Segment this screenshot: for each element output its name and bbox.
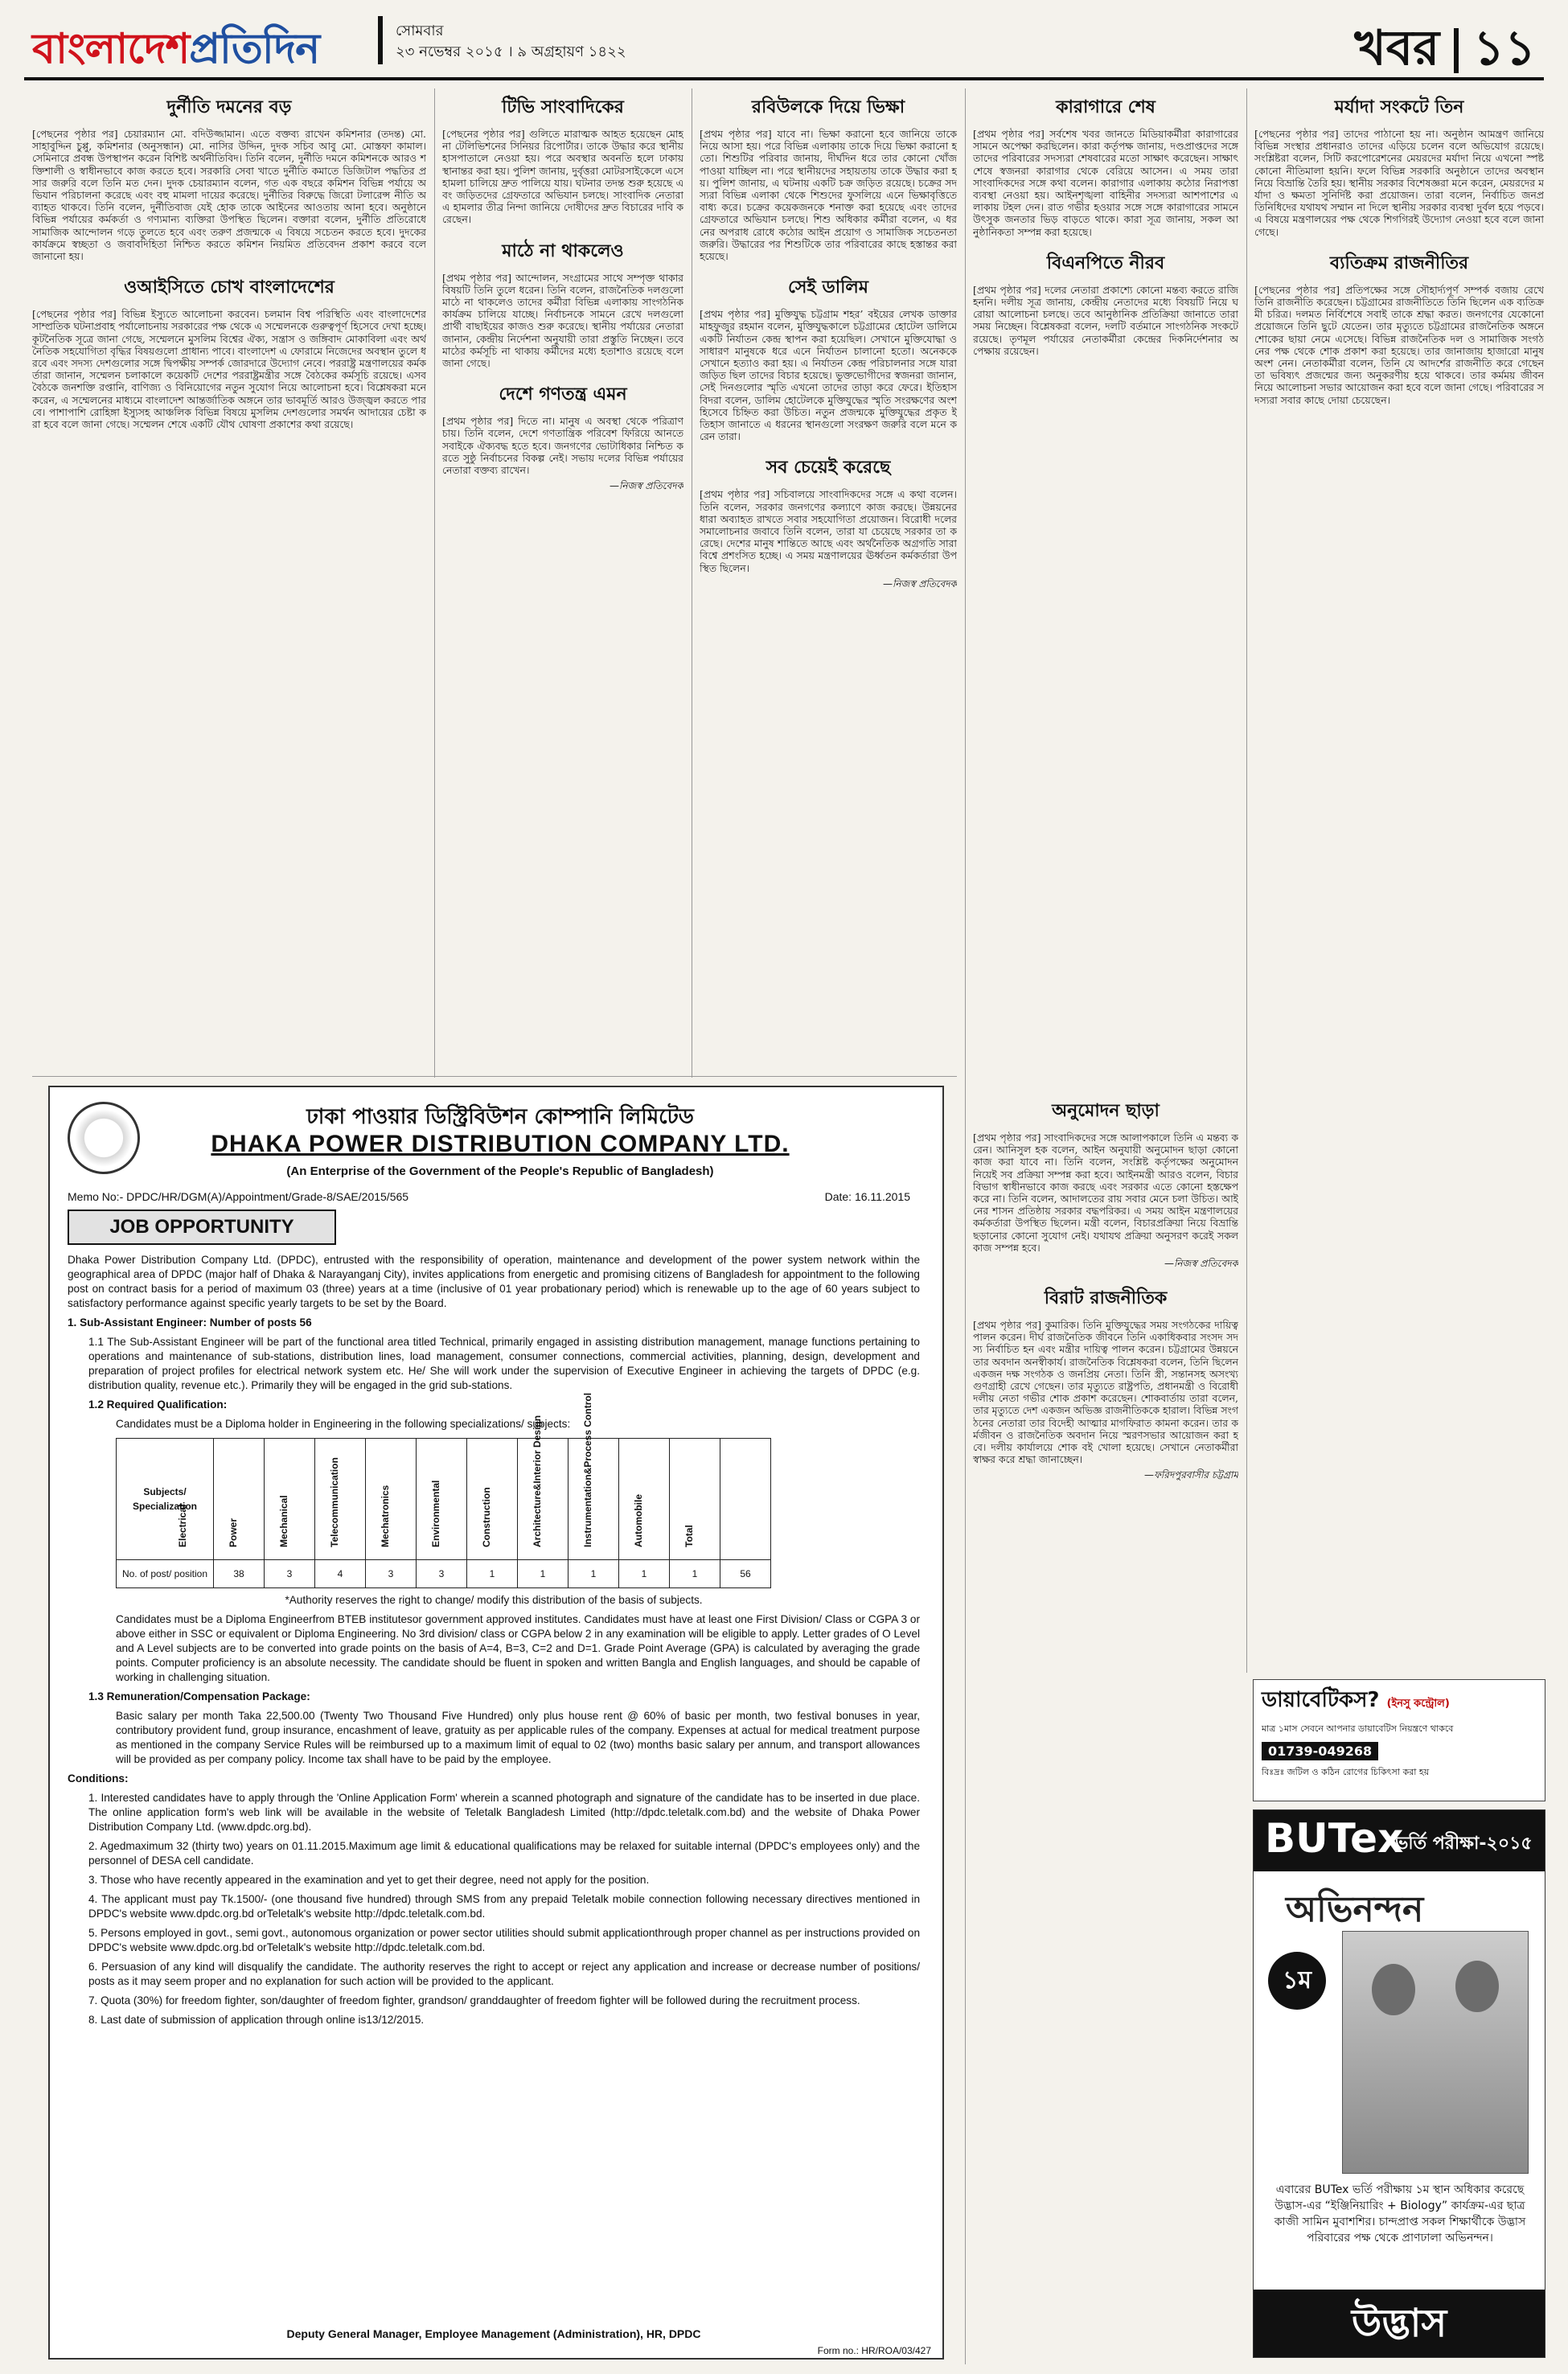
qualification-heading: 1.2 Required Qualification: — [88, 1399, 228, 1411]
story-byline: —নিজস্ব প্রতিবেদক — [609, 480, 683, 492]
column-5 — [1254, 90, 1544, 1666]
butex-rank-badge: ১ম — [1268, 1952, 1326, 2010]
ad-top-rule — [32, 1076, 957, 1077]
dpdc-job-ad[interactable] — [48, 1086, 944, 2360]
table-cell: 1 — [569, 1560, 619, 1588]
story-body: [প্রথম পৃষ্ঠার পর] সচিবালয়ে সাংবাদিকদের সঙ্গে এ কথা বলেন। তিনি বলেন, সরকার জনগণের কল্যাণে কাজ করছে। উন্নয়নের ধারা অব্যাহত রাখতে সবার সহযোগিতা প্রয়োজন। বিরোধী দলের সমালোচনার জবাবে তিনি বলেন, তারা যা চেয়েছে সরকার তা করেছে। দেশের মানুষ শান্তিতে আছে এবং অর্থনৈতিক অগ্রগতি সারা বিশ্বে প্রশংসিত হচ্ছে। এ সময় মন্ত্রণালয়ের ঊর্ধ্বতন কর্মকর্তারা উপস্থিত ছিলেন। — [700, 488, 957, 574]
subject-header: Environmental — [467, 1439, 518, 1560]
section-name: খবর — [1354, 20, 1440, 76]
header-divider — [378, 16, 383, 64]
story-headline[interactable]: অনুমোদন ছাড়া — [1052, 1101, 1160, 1121]
butex-brand: BUTex — [1265, 1815, 1404, 1862]
table-cell: 38 — [214, 1560, 265, 1588]
table-cell: 1 — [518, 1560, 569, 1588]
story-body: [পেছনের পৃষ্ঠার পর] বিভিন্ন ইস্যুতে আলোচনা করবেন। চলমান বিশ্ব পরিস্থিতি এবং বাংলাদেশের সাম্প্রতিক ঘটনাপ্রবাহ পর্যালোচনায় সরকারের পক্ষ থেকে এ সম্মেলনকে গুরুত্বপূর্ণ হিসেবে দেখা হচ্ছে। কূটনৈতিক সূত্রে জানা গেছে, সম্মেলনে মুসলিম বিশ্বের ঐক্য, সন্ত্রাস ও জঙ্গিবাদ মোকাবিলা এবং অর্থনৈতিক সহযোগিতা বৃদ্ধির বিষয়গুলো প্রাধান্য পাবে। বাংলাদেশ এ ফোরামে নিজেদের অবস্থান তুলে ধরবে এবং সদস্য দেশগুলোর সঙ্গে দ্বিপক্ষীয় সম্পর্ক জোরদারে উদ্যোগ নেবে। পররাষ্ট্র মন্ত্রণালয়ের কর্মকর্তারা জানান, সম্মেলন চলাকালে কয়েকটি দেশের পররাষ্ট্রমন্ত্রীর সঙ্গে বৈঠকের কর্মসূচি রয়েছে। এসব বৈঠকে জনশক্তি রপ্তানি, বাণিজ্য ও বিনিয়োগের নতুন সুযোগ নিয়ে আলোচনা হবে। বিশ্লেষকরা মনে করেন, এ সম্মেলনের মাধ্যমে বাংলাদেশ আন্তর্জাতিক অঙ্গনে তার ভাবমূর্তি আরও উজ্জ্বল করতে পারবে। পাশাপাশি রোহিঙ্গা ইস্যুসহ আঞ্চলিক বিভিন্ন বিষয়ে মুসলিম দেশগুলোর সমর্থন আদায়ের চেষ্টা করা হবে বলে জানা গেছে। সম্মেলন শেষে একটি যৌথ ঘোষণা প্রকাশের কথা রয়েছে। — [32, 308, 426, 431]
logo-part-2: প্রতিদিন — [189, 25, 320, 73]
story-body: [প্রথম পৃষ্ঠার পর] যাবে না। ভিক্ষা করানো হবে জানিয়ে তাকে নিয়ে আসা হয়। পরে বিভিন্ন এলাকায় তাকে দিয়ে ভিক্ষা করানো হতো। শিশুটির পরিবার জানায়, দীর্ঘদিন ধরে তার কোনো খোঁজ পাওয়া যাচ্ছিল না। পরে স্থানীয়দের সহায়তায় তাকে উদ্ধার করা হয়। পুলিশ জানায়, এ ঘটনায় একটি চক্র জড়িত রয়েছে। চক্রের সদস্যরা বিভিন্ন এলাকা থেকে শিশুদের ফুসলিয়ে এনে ভিক্ষাবৃত্তিতে বাধ্য করে। চক্রের কয়েকজনকে শনাক্ত করা হয়েছে এবং তাদের গ্রেফতারে অভিযান চলছে। শিশু অধিকার কর্মীরা বলেন, এ ধরনের অপরাধ রোধে কঠোর আইন প্রয়োগ ও সামাজিক সচেতনতা জরুরি। উদ্ধারের পর শিশুটিকে তার পরিবারের কাছে হস্তান্তর করা হয়েছে। — [700, 128, 957, 263]
diabetes-ad-title — [1262, 1683, 1537, 1719]
condition-item: 5. Persons employed in govt., semi govt., autonomous organization or power sector utilities should submit applicationthrough proper channel as per instructions provided on DPDC's website www.dpdc.org.bd orTeletalk's website http://dpdc.teletalk.com.bd. — [88, 1927, 920, 1953]
diabetes-ad[interactable] — [1253, 1679, 1545, 1801]
condition-item: 2. Agedmaximum 32 (thirty two) years on 01.11.2015.Maximum age limit & educational qualifications may be relaxed for suitable internal (DPDC's employees only) and the personnel of DESA cell candidate. — [88, 1840, 920, 1867]
table-cell: 3 — [265, 1560, 315, 1588]
table-cell: 4 — [315, 1560, 366, 1588]
condition-item: 3. Those who have recently appeared in the examination and yet to get their degree, need not apply for the position. — [88, 1874, 650, 1886]
subject-header: Electrical — [214, 1439, 265, 1560]
condition-item: 6. Persuasion of any kind will disqualify the candidate. The authority reserves the right to accept or reject any application and increase or decrease number of positions/ posts as it may seem proper and no explanation for such action will be provided to the applicant. — [88, 1961, 920, 1987]
story-morjada[interactable] — [1254, 93, 1544, 238]
story-dalim[interactable] — [700, 273, 957, 442]
header-day: সোমবার — [396, 23, 444, 39]
story-biyagripan[interactable] — [973, 249, 1238, 357]
story-byline: —নিজস্ব প্রতিবেদক — [1164, 1258, 1238, 1270]
story-body: [প্রথম পৃষ্ঠার পর] সর্বশেষ খবর জানতে মিডিয়াকর্মীরা কারাগারের সামনে অপেক্ষা করছিলেন। কারা কর্তৃপক্ষ জানায়, দণ্ডপ্রাপ্তদের সঙ্গে তাদের পরিবারের সদস্যরা শেষবারের মতো সাক্ষাৎ করেছেন। সাক্ষাৎ শেষে স্বজনরা কারাগার থেকে বেরিয়ে আসেন। এ সময় তারা সাংবাদিকদের সঙ্গে কথা বলেন। কারাগার এলাকায় কঠোর নিরাপত্তা ব্যবস্থা নেওয়া হয়। আইনশৃঙ্খলা বাহিনীর সদস্যরা আশপাশের এলাকায় টহল দেন। রাত গভীর হওয়ার সঙ্গে সঙ্গে কারাগারের সামনে উৎসুক জনতার ভিড় বাড়তে থাকে। কারা সূত্র জানায়, সকল আনুষ্ঠানিকতা সম্পন্ন করা হয়েছে। — [973, 128, 1238, 238]
story-mathe[interactable] — [442, 237, 683, 370]
story-gonotontro[interactable] — [442, 380, 683, 495]
newspaper-logo[interactable] — [32, 16, 319, 86]
subject-header: Architecture&Interior Design — [569, 1439, 619, 1560]
story-headline[interactable]: টিভি সাংবাদিকের — [502, 97, 624, 117]
story-headline[interactable]: সেই ডালিম — [787, 277, 869, 298]
post-heading: 1. Sub-Assistant Engineer: Number of posts 56 — [68, 1316, 312, 1329]
butex-ad-header — [1254, 1810, 1545, 1871]
story-headline[interactable]: মাঠে না থাকলেও — [502, 240, 624, 261]
table-row-label: No. of post/ position — [117, 1560, 214, 1588]
story-headline[interactable]: ওআইসিতে চোখ বাংলাদেশের — [124, 277, 335, 298]
diabetes-ad-phone[interactable]: 01739-049268 — [1262, 1742, 1378, 1760]
story-headline[interactable]: সব চেয়েই করেছে — [766, 458, 891, 478]
ad-body — [68, 1253, 920, 2032]
story-tv[interactable] — [442, 93, 683, 226]
dpdc-seal-icon — [68, 1102, 140, 1174]
column-rule — [434, 88, 435, 1078]
column-4 — [973, 90, 1238, 1087]
story-sobchoi[interactable] — [700, 454, 957, 593]
header-date-block — [396, 21, 626, 63]
butex-ad-text: এবারের BUTex ভর্তি পরীক্ষায় ১ম স্থান অধিকার করেছে উদ্ভাস-এর “ইঞ্জিনিয়ারিং + Biology” কার্যক্রম-এর ছাত্র কাজী সামিন মুবাশশির। চান্দপ্রাপ্ত সকল শিক্ষার্থীকে উদ্ভাস পরিবারের পক্ষ থেকে প্রাণঢালা অভিনন্দন। — [1274, 2183, 1526, 2245]
header-date: ২৩ নভেম্বর ২০১৫ । ৯ অগ্রহায়ণ ১৪২২ — [396, 43, 626, 60]
story-byline: —নিজস্ব প্রতিবেদক — [882, 577, 957, 589]
story-headline[interactable]: বিএনপিতে নীরব — [1046, 253, 1165, 273]
masthead — [24, 11, 1544, 80]
post-description: 1.1 The Sub-Assistant Engineer will be part of the functional area titled Technical, primarily engaged in assisting distribution management, manage functions pertaining to operations and maintenance of sub-stations, distribution lines, load management, consumer connections, commercial activities, planning, design, development and preparation of project profiles for electrical network system etc. He/ She will work under the supervision of Executive Engineer in achieving the targets of DPDC (e.g. distribution quality, revenue etc.). Primarily they will be engaged in the grid sub-stations. — [88, 1336, 920, 1391]
table-row — [117, 1560, 771, 1588]
story-karagar[interactable] — [973, 93, 1238, 238]
diabetes-ad-note: বিঃদ্রঃ জটিল ও কঠিন রোগের চিকিৎসা করা হয় — [1262, 1767, 1430, 1777]
ad-date: Date: 16.11.2015 — [824, 1190, 910, 1203]
ad-signature: Deputy General Manager, Employee Management (Administration), HR, DPDC — [286, 2327, 701, 2340]
column-rule — [965, 88, 966, 2364]
ad-form-number: Form no.: HR/ROA/03/427 — [817, 2345, 931, 2356]
butex-ad[interactable] — [1253, 1809, 1545, 2358]
diabetes-title-text: ডায়াবেটিকস? — [1262, 1688, 1380, 1712]
diabetes-title-note: (ইনসু কন্ট্রোল) — [1386, 1698, 1450, 1710]
table-header-label: Subjects/ Specialization — [117, 1439, 214, 1560]
table-cell: 1 — [619, 1560, 670, 1588]
page-number: ১১ — [1473, 20, 1536, 76]
remuneration-heading: 1.3 Remuneration/Compensation Package: — [88, 1690, 310, 1702]
table-cell: 1 — [670, 1560, 720, 1588]
column-1 — [32, 90, 426, 1076]
column-4-lower — [973, 1094, 1238, 2364]
story-robi[interactable] — [700, 93, 957, 262]
story-body: [পেছনের পৃষ্ঠার পর] চেয়ারম্যান মো. বদিউজ্জামান। এতে বক্তব্য রাখেন কমিশনার (তদন্ত) মো. সাহাবুদ্দিন চুপ্পু, কমিশনার (অনুসন্ধান) মো. নাসির উদ্দিন, দুদক সচিব আবু মো. মোস্তফা কামাল। সেমিনারে প্রবন্ধ উপস্থাপন করেন বিশিষ্ট অর্থনীতিবিদ। তিনি বলেন, দুর্নীতি দমনে কমিশনকে আরও শক্তিশালী ও স্বাধীনভাবে কাজ করতে হবে। সরকারি সেবা খাতে দুর্নীতি কমাতে ডিজিটাল পদ্ধতির প্রসার জরুরি বলে তিনি মত দেন। দুদক চেয়ারম্যান বলেন, গত এক বছরে কমিশন বিভিন্ন পর্যায়ে অভিযান পরিচালনা করেছে এবং বহু মামলা দায়ের করেছে। দুর্নীতির বিরুদ্ধে জিরো টলারেন্স নীতি অব্যাহত থাকবে। তিনি বলেন, দুর্নীতিবাজ যেই হোক তাকে আইনের আওতায় আনা হবে। অনুষ্ঠানে বিভিন্ন পর্যায়ের কর্মকর্তা ও গণ্যমান্য ব্যক্তিরা উপস্থিত ছিলেন। বক্তারা বলেন, দুর্নীতি প্রতিরোধে সামাজিক আন্দোলন গড়ে তুলতে হবে এবং তরুণ প্রজন্মকে এ বিষয়ে সচেতন করতে হবে। দুদকের কার্যক্রমে স্বচ্ছতা ও জবাবদিহিতা নিশ্চিত করতে কমিশন নিয়মিত প্রতিবেদন প্রকাশ করবে বলে জানানো হয়। — [32, 128, 426, 263]
story-durniti[interactable] — [32, 93, 426, 262]
conditions-heading: Conditions: — [68, 1772, 129, 1785]
subject-header: Mechanical — [315, 1439, 366, 1560]
table-cell: 3 — [366, 1560, 417, 1588]
remuneration-text: Basic salary per month Taka 22,500.00 (Twenty Two Thousand Five Hundred) only plus house rent @ 60% of basic per month, two festival bonuses in year, contributory provident fund, group insurance, encashment of leave, gratuity as per applicable rules of the company. Expenses at actual for medical treatment purpose as mentioned in the company Service Rules will be reimbursed up to a maximum limit of equal to 02 (two) months basic salary per annum, and transport allowances will be provided as per company policy. Income tax shall have to be paid by the employee. — [116, 1710, 920, 1765]
section-divider — [1454, 28, 1459, 73]
section-label — [1354, 11, 1536, 92]
ad-intro: Dhaka Power Distribution Company Ltd. (DPDC), entrusted with the responsibility of operation, maintenance and development of the power system network within the geographical area of DPDC (major half of Dhaka & Narayanganj City), invites applications from energetic and promising citizens of Bangladesh for appointment to the following post on contract basis for a period of maximum 03 (three) years at a time (inclusive of 01 year probationary period) which is renewable up to the age of 60 years subject to satisfactory performance against specific yearly targets to be set by the Board. — [68, 1254, 920, 1309]
ad-footer — [68, 2327, 920, 2340]
story-headline[interactable]: দেশে গণতন্ত্র এমন — [499, 384, 627, 405]
ad-title-english: DHAKA POWER DISTRIBUTION COMPANY LTD. — [211, 1131, 790, 1157]
story-body: [পেছনের পৃষ্ঠার পর] গুলিতে মারাত্মক আহত হয়েছেন মোহনা টেলিভিশনের সিনিয়র রিপোর্টার। তাকে উদ্ধার করে স্থানীয় হাসপাতালে নেওয়া হয়। পরে অবস্থার অবনতি হলে ঢাকায় স্থানান্তর করা হয়। পুলিশ জানায়, দুর্বৃত্তরা মোটরসাইকেলে এসে হামলা চালিয়ে দ্রুত পালিয়ে যায়। ঘটনার তদন্ত শুরু হয়েছে এবং জড়িতদের গ্রেফতারে অভিযান চলছে। সাংবাদিক নেতারা এ হামলার তীব্র নিন্দা জানিয়ে দোষীদের দ্রুত বিচারের দাবি করেছেন। — [442, 128, 683, 226]
butex-congrats: অভিনন্দন — [1286, 1889, 1424, 1930]
subject-header: Telecommunication — [366, 1439, 417, 1560]
story-headline[interactable]: ব্যতিক্রম রাজনীতির — [1329, 253, 1469, 273]
story-headline[interactable]: বিরাট রাজনীতিক — [1044, 1288, 1168, 1309]
story-body: [প্রথম পৃষ্ঠার পর] মুক্তিযুদ্ধ চট্টগ্রাম শহর’ বইয়ের লেখক ডাক্তার মাহফুজুর রহমান বলেন, মুক্তিযুদ্ধকালে চট্টগ্রামের হোটেল ডালিমে একটি নির্যাতন কেন্দ্র স্থাপন করা হয়েছিল। সেখানে মুক্তিযোদ্ধা ও সাধারণ মানুষকে ধরে এনে নির্যাতন চালানো হতো। অনেককে সেখানে হত্যাও করা হয়। এ নির্যাতন কেন্দ্র পরিচালনার সঙ্গে যারা জড়িত ছিল তাদের বিচার হয়েছে। ভুক্তভোগীদের স্বজনরা জানান, সেই দিনগুলোর স্মৃতি এখনো তাদের তাড়া করে ফেরে। ইতিহাসবিদরা বলেন, ডালিম হোটেলকে মুক্তিযুদ্ধের স্মৃতি সংরক্ষণের অংশ হিসেবে চিহ্নিত করা উচিত। নতুন প্রজন্মকে মুক্তিযুদ্ধের প্রকৃত ইতিহাস জানাতে এ ধরনের স্থানগুলো সংরক্ষণ জরুরি বলে মনে করেন তারা। — [700, 308, 957, 443]
table-cell: 3 — [417, 1560, 467, 1588]
story-headline[interactable]: কারাগারে শেষ — [1056, 97, 1155, 117]
qualification-text: Candidates must be a Diploma Engineerfrom BTEB institutesor government approved institutes. Candidates must have at least one First Division/ Class or CGPA 3 or above either in SSC or equivalent or Diploma Engineering. No 3rd division/ class or CGPA below 2 in any examination will be eligible to apply. Letter grades of O Level and A Level subjects are to be converted into grade points on the basis of A=4, B=3, C=2 and D=1. Grade Point Average (GPA) is calculated by averaging the grade points. Computer proficiency is an absolute necessity. The candidate should be fluent in spoken and written Bangla and English languages, and should be capable of working in challenging situation. — [116, 1613, 920, 1683]
story-body: [প্রথম পৃষ্ঠার পর] দলের নেতারা প্রকাশ্যে কোনো মন্তব্য করতে রাজি হননি। দলীয় সূত্র জানায়, কেন্দ্রীয় নেতাদের মধ্যে বিষয়টি নিয়ে ঘরোয়া আলোচনা চলছে। তবে আনুষ্ঠানিক প্রতিক্রিয়া জানাতে তারা সময় নিচ্ছেন। বিশ্লেষকরা বলেন, দলটি বর্তমানে সাংগঠনিক সংকটে রয়েছে। তৃণমূল পর্যায়ের নেতাকর্মীরা কেন্দ্রের দিকনির্দেশনার অপেক্ষায় রয়েছেন। — [973, 283, 1238, 357]
ad-subtitle: (An Enterprise of the Government of the People's Republic of Bangladesh) — [286, 1164, 714, 1178]
subject-header: Construction — [518, 1439, 569, 1560]
qualification-intro: Candidates must be a Diploma holder in Engineering in the following specializations/ subjects: — [116, 1418, 571, 1430]
job-opportunity-banner: JOB OPPORTUNITY — [68, 1210, 336, 1245]
table-cell: 1 — [467, 1560, 518, 1588]
column-rule — [1246, 88, 1247, 1673]
ad-title-bangla: ঢাকা পাওয়ার ডিস্ট্রিবিউশন কোম্পানি লিমিটেড — [306, 1105, 694, 1129]
condition-item: 4. The applicant must pay Tk.1500/- (one thousand five hundred) through SMS from any prepaid Teletalk mobile connection following necessary directives mentioned in DPDC's website www.dpdc.org.bd orTeletalk's website http://dpdc.teletalk.com.bd. — [88, 1893, 920, 1920]
column-3 — [700, 90, 957, 1076]
subject-header: Power — [265, 1439, 315, 1560]
logo-part-1: বাংলাদেশ — [32, 25, 190, 73]
story-body: [প্রথম পৃষ্ঠার পর] সাংবাদিকদের সঙ্গে আলাপকালে তিনি এ মন্তব্য করেন। আনিসুল হক বলেন, আইন অনুযায়ী অনুমোদন ছাড়া কোনো কাজ করা যাবে না। তিনি বলেন, সংশ্লিষ্ট কর্তৃপক্ষের অনুমোদন নিয়েই সব প্রক্রিয়া সম্পন্ন করা হবে। আইনমন্ত্রী আরও বলেন, বিচার বিভাগ স্বাধীনভাবে কাজ করছে এবং সরকার এতে কোনো হস্তক্ষেপ করে না। তিনি বলেন, আদালতের রায় সবার মেনে চলা উচিত। আইনের শাসন প্রতিষ্ঠায় সরকার বদ্ধপরিকর। এ সময় আইন মন্ত্রণালয়ের কর্মকর্তারা উপস্থিত ছিলেন। মন্ত্রী বলেন, বিচারপ্রক্রিয়া নিয়ে বিভ্রান্তি ছড়ানোর কোনো সুযোগ নেই। যথাযথ প্রক্রিয়া অনুসরণ করেই সকল কাজ সম্পন্ন হবে। — [973, 1132, 1238, 1254]
story-birat[interactable] — [973, 1284, 1238, 1485]
story-byatikram[interactable] — [1254, 249, 1544, 406]
story-headline[interactable]: দুর্নীতি দমনের বড় — [166, 97, 292, 117]
subject-header: Automobile — [670, 1439, 720, 1560]
condition-item: 7. Quota (30%) for freedom fighter, son/daughter of freedom fighter, grandson/ granddaughter of freedom fighter will be followed during the recruitment process. — [88, 1994, 860, 2006]
story-body: [পেছনের পৃষ্ঠার পর] তাদের পাঠানো হয় না। অনুষ্ঠান আমন্ত্রণ জানিয়ে বিভিন্ন সংস্থার প্রধানরাও তাদের এড়িয়ে চলেন বলে অভিযোগ রয়েছে। সংশ্লিষ্টরা বলেন, সিটি করপোরেশনের মেয়রদের মর্যাদা নিয়ে এখনো স্পষ্ট কোনো নীতিমালা হয়নি। ফলে বিভিন্ন সরকারি অনুষ্ঠানে তাদের অবস্থান নিয়ে বিভ্রান্তি তৈরি হয়। স্থানীয় সরকার বিশেষজ্ঞরা মনে করেন, মেয়রদের মর্যাদা ও ক্ষমতা সুনির্দিষ্ট করা প্রয়োজন। তারা বলেন, নির্বাচিত জনপ্রতিনিধিদের যথাযথ সম্মান না দিলে স্থানীয় সরকার ব্যবস্থা দুর্বল হয়ে পড়বে। এ বিষয়ে মন্ত্রণালয়ের পক্ষ থেকে শিগগিরই উদ্যোগ নেওয়া হবে বলে জানা গেছে। — [1254, 128, 1544, 238]
story-body: [পেছনের পৃষ্ঠার পর] প্রতিপক্ষের সঙ্গে সৌহার্দ্যপূর্ণ সম্পর্ক বজায় রেখে তিনি রাজনীতি করেছেন। চট্টগ্রামের রাজনীতিতে তিনি ছিলেন এক ব্যতিক্রমী চরিত্র। দলমত নির্বিশেষে সবাই তাকে শ্রদ্ধা করত। জনগণের যেকোনো প্রয়োজনে তিনি ছুটে যেতেন। তার মৃত্যুতে চট্টগ্রামের রাজনৈতিক অঙ্গনে শোকের ছায়া নেমে এসেছে। বিভিন্ন রাজনৈতিক দল ও সামাজিক সংগঠনের পক্ষ থেকে শোক প্রকাশ করা হয়েছে। তার জানাজায় হাজারো মানুষ অংশ নেন। নেতাকর্মীরা বলেন, তিনি যে আদর্শের রাজনীতি করে গেছেন তা ভবিষ্যৎ প্রজন্মের জন্য অনুকরণীয় হয়ে থাকবে। তার কর্মময় জীবন নিয়ে আলোচনা সভার আয়োজন করা হবে বলে জানা গেছে। পরিবারের সদস্যরা সবার কাছে দোয়া চেয়েছেন। — [1254, 283, 1544, 406]
subject-header: Mechatronics — [417, 1439, 467, 1560]
udvash-brand[interactable]: উদ্ভাস — [1254, 2290, 1545, 2357]
condition-item: 1. Interested candidates have to apply through the 'Online Application Form' wherein a scanned photograph and signature of the candidate has to be inserted in due place. The online application form's web link will be available in the website of Teletalk Bangladesh Limited (http://dpdc.teletalk.com.bd) and the website of Dhaka Power Distribution Company Ltd. (www.dpdc.org.bd). — [88, 1792, 920, 1833]
story-oaisit[interactable] — [32, 273, 426, 430]
column-2 — [442, 90, 683, 1076]
subject-header: Instrumentation&Process Control — [619, 1439, 670, 1560]
story-body: [প্রথম পৃষ্ঠার পর] দিতে না। মানুষ এ অবস্থা থেকে পরিত্রাণ চায়। তিনি বলেন, দেশে গণতান্ত্রিক পরিবেশ ফিরিয়ে আনতে সবাইকে ঐক্যবদ্ধ হতে হবে। জনগণের ভোটাধিকার নিশ্চিত করতে সুষ্ঠু নির্বাচনের বিকল্প নেই। সভায় দলের বিভিন্ন পর্যায়ের নেতারা বক্তব্য রাখেন। — [442, 415, 683, 477]
student-photo — [1342, 1931, 1529, 2174]
authority-note: *Authority reserves the right to change/ modify this distribution of the basis of subjects. — [285, 1594, 703, 1606]
story-byline: —ফরিদপুরবাসীর চট্টগ্রাম — [1144, 1469, 1238, 1481]
butex-exam: ভর্তি পরীক্ষা-২০১৫ — [1395, 1834, 1533, 1854]
story-headline[interactable]: রবিউলকে দিয়ে ভিক্ষা — [751, 97, 905, 117]
condition-item: 8. Last date of submission of application through online is13/12/2015. — [88, 2014, 425, 2026]
story-anumodon[interactable] — [973, 1097, 1238, 1273]
story-body: [প্রথম পৃষ্ঠার পর] আন্দোলন, সংগ্রামের সাথে সম্পৃক্ত থাকার বিষয়টি তিনি তুলে ধরেন। তিনি বলেন, রাজনৈতিক দলগুলো মাঠে না থাকলেও তাদের কর্মীরা বিভিন্ন এলাকায় সাংগঠনিক কার্যক্রম চালিয়ে যাচ্ছে। নির্বাচনকে সামনে রেখে দলগুলো প্রার্থী বাছাইয়ের কাজও শুরু করেছে। স্থানীয় পর্যায়ের নেতারা জানান, কেন্দ্রীয় নির্দেশনা অনুযায়ী তারা প্রস্তুতি নিচ্ছেন। তবে মাঠের কর্মসূচি না থাকায় কর্মীদের মধ্যে হতাশাও রয়েছে বলে জানা গেছে। — [442, 271, 683, 370]
subject-header: Total — [720, 1439, 771, 1560]
person-icon — [1455, 1961, 1499, 2012]
ad-memo-number: Memo No:- DPDC/HR/DGM(A)/Appointment/Grade-8/SAE/2015/565 — [68, 1190, 409, 1203]
table-cell: 56 — [720, 1560, 771, 1588]
diabetes-ad-line: মাত্র ১মাস সেবনে আপনার ডায়াবেটিস নিয়ন্ত্রণে থাকবে — [1262, 1723, 1454, 1734]
story-body: [প্রথম পৃষ্ঠার পর] কুমারিক। তিনি মুক্তিযুদ্ধের সময় সংগঠকের দায়িত্ব পালন করেন। দীর্ঘ রাজনৈতিক জীবনে তিনি একাধিকবার সংসদ সদস্য নির্বাচিত হন এবং মন্ত্রীর দায়িত্ব পালন করেন। চট্টগ্রামের উন্নয়নে তার অবদান অনস্বীকার্য। রাজনৈতিক বিশ্লেষকরা বলেন, তিনি ছিলেন একজন দক্ষ সংগঠক ও জনপ্রিয় নেতা। তিনি স্ত্রী, সন্তানসহ অসংখ্য গুণগ্রাহী রেখে গেছেন। তার মৃত্যুতে রাষ্ট্রপতি, প্রধানমন্ত্রী ও বিরোধী দলীয় নেতা গভীর শোক প্রকাশ করেছেন। শোকবার্তায় তারা বলেন, তার মৃত্যুতে দেশ একজন অভিজ্ঞ রাজনীতিককে হারাল। বিভিন্ন সংগঠনের নেতারা তার বিদেহী আত্মার মাগফিরাত কামনা করেন। তার কর্মজীবন ও রাজনৈতিক অবদান নিয়ে স্মরণসভার আয়োজন করা হবে। দলীয় কার্যালয়ে শোক বই খোলা হয়েছে। সেখানে নেতাকর্মীরা স্বাক্ষর করে শ্রদ্ধা জানাচ্ছেন। — [973, 1319, 1238, 1466]
person-icon — [1372, 1964, 1415, 2015]
story-headline[interactable]: মর্যাদা সংকটে তিন — [1334, 97, 1464, 117]
